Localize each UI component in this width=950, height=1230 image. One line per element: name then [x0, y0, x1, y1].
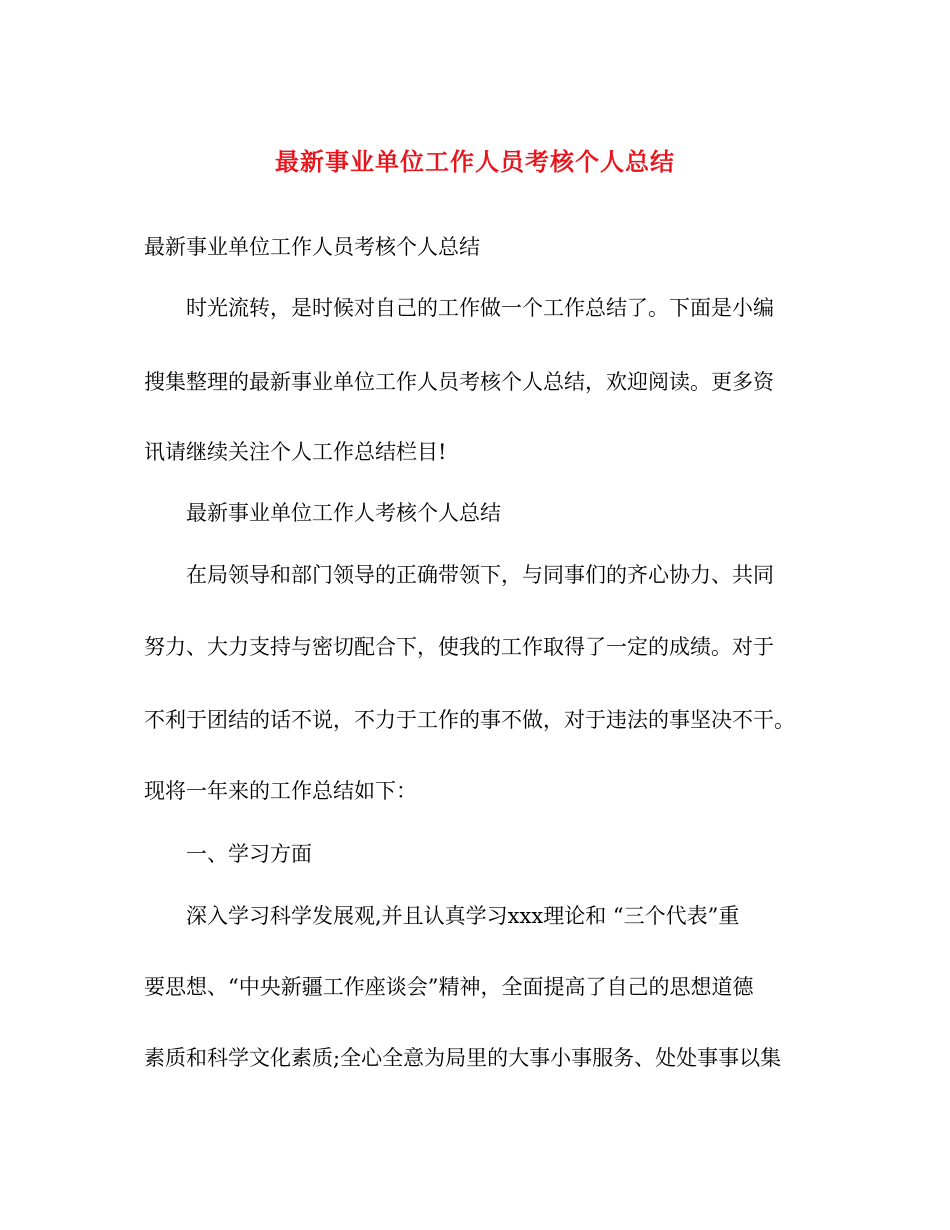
paragraph-line: 现将一年来的工作总结如下： [144, 779, 417, 803]
paragraph-line: 努力、大力支持与密切配合下，使我的工作取得了一定的成绩。对于 [144, 635, 774, 659]
paragraph-line: 讯请继续关注个人工作总结栏目! [144, 440, 447, 464]
paragraph-line: 不利于团结的话不说，不力于工作的事不做，对于违法的事坚决不干。 [144, 708, 795, 732]
section-heading: 一、学习方面 [186, 842, 312, 866]
paragraph-line: 时光流转，是时候对自己的工作做一个工作总结了。下面是小编 [186, 296, 774, 320]
document-title: 最新事业单位工作人员考核个人总结 [275, 147, 675, 176]
paragraph-line: 深入学习科学发展观,并且认真学习xxx理论和 “三个代表”重 [186, 904, 740, 928]
subtitle-line: 最新事业单位工作人员考核个人总结 [144, 235, 480, 259]
paragraph-line: 搜集整理的最新事业单位工作人员考核个人总结，欢迎阅读。更多资 [144, 370, 774, 394]
section-heading: 最新事业单位工作人考核个人总结 [186, 501, 501, 525]
paragraph-line: 素质和科学文化素质;全心全意为局里的大事小事服务、处处事事以集 [144, 1046, 782, 1070]
paragraph-line: 在局领导和部门领导的正确带领下，与同事们的齐心协力、共同 [186, 563, 774, 587]
paragraph-line: 要思想、“中央新疆工作座谈会”精神，全面提高了自己的思想道德 [144, 975, 754, 999]
